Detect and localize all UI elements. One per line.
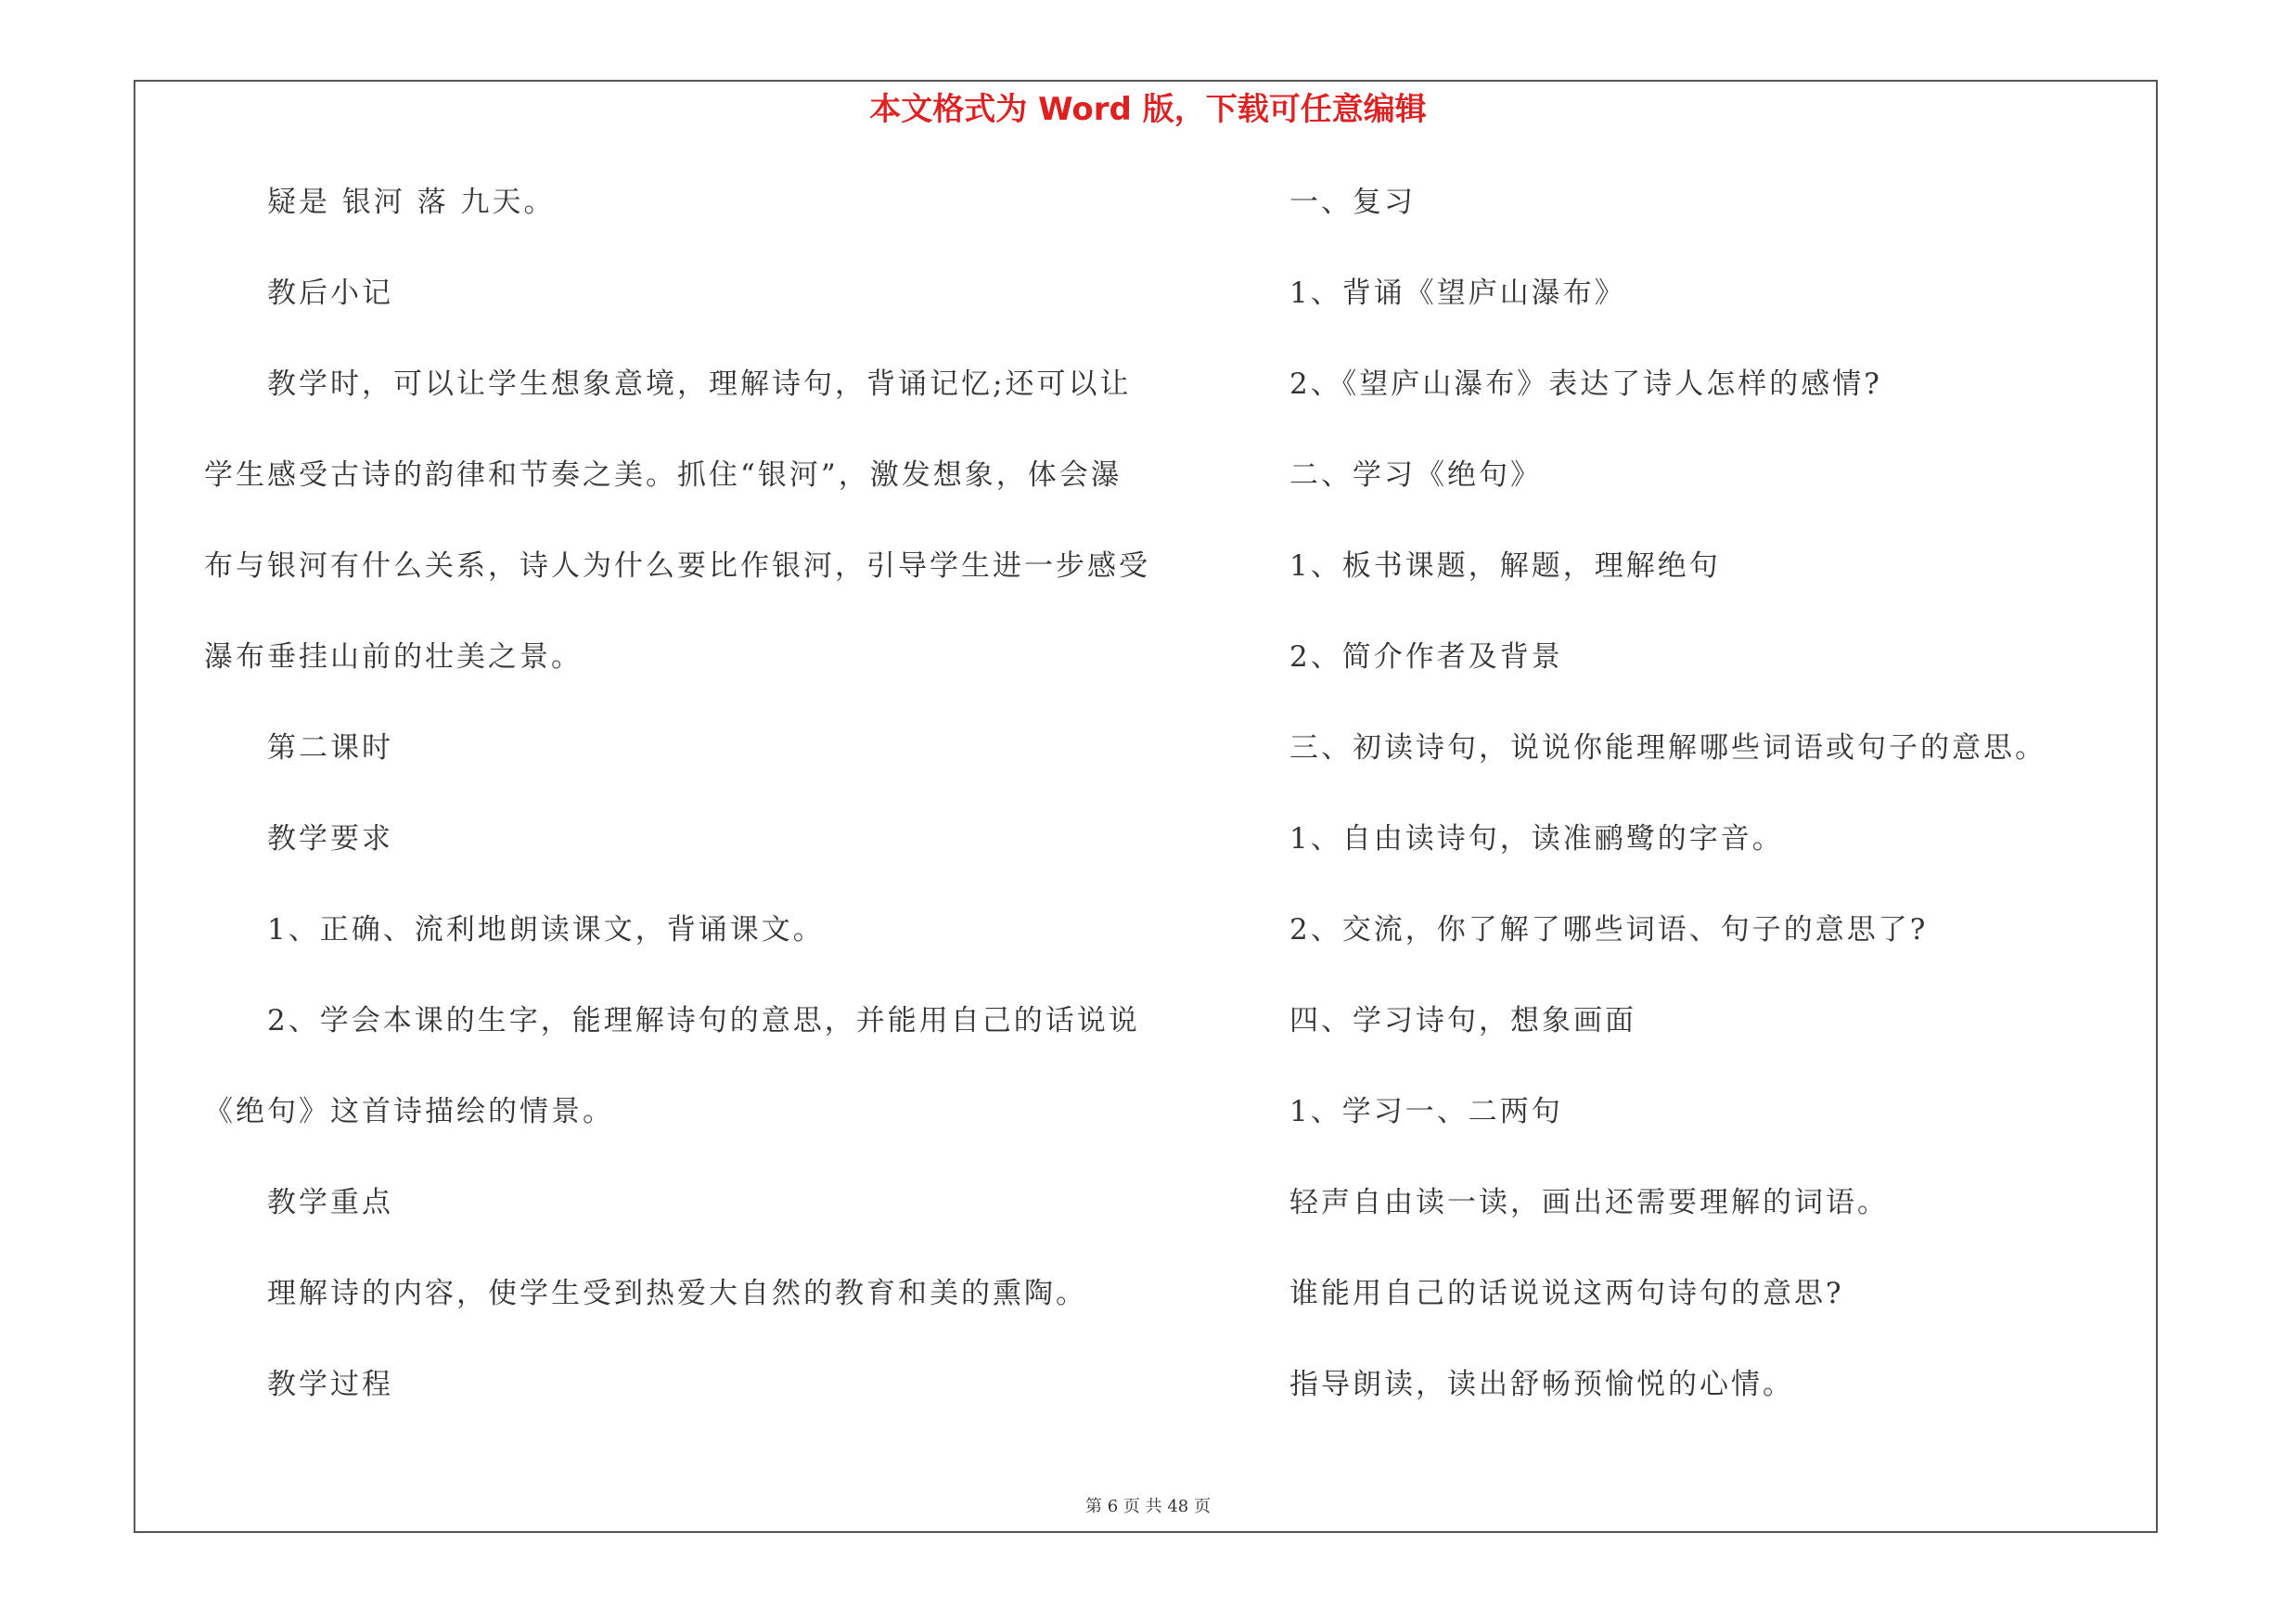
list-item: 1、自由读诗句，读准鹂鹭的字音。 [1289, 822, 1784, 856]
section-heading: 第二课时 [267, 731, 393, 765]
list-item: 2、交流，你了解了哪些词语、句子的意思了? [1289, 913, 1929, 947]
section-heading: 三、初读诗句，说说你能理解哪些词语或句子的意思。 [1289, 731, 2046, 765]
text-line: 疑是 银河 落 九天。 [267, 186, 556, 219]
section-heading: 四、学习诗句，想象画面 [1289, 1004, 1636, 1037]
paragraph-line: 《绝句》这首诗描绘的情景。 [204, 1095, 614, 1128]
paragraph-line: 指导朗读，读出舒畅预愉悦的心情。 [1289, 1368, 1794, 1401]
section-heading: 二、学习《绝句》 [1289, 458, 1542, 492]
list-item: 1、背诵《望庐山瀑布》 [1289, 277, 1626, 310]
paragraph-line: 瀑布垂挂山前的壮美之景。 [204, 640, 583, 674]
list-item: 2、学会本课的生字，能理解诗句的意思，并能用自己的话说说 [267, 1004, 1140, 1037]
paragraph-line: 理解诗的内容，使学生受到热爱大自然的教育和美的熏陶。 [267, 1277, 1087, 1310]
paragraph-line: 谁能用自己的话说说这两句诗句的意思? [1289, 1277, 1844, 1310]
list-item: 2、简介作者及背景 [1289, 640, 1563, 674]
paragraph-line: 布与银河有什么关系，诗人为什么要比作银河，引导学生进一步感受 [204, 549, 1150, 583]
paragraph-line: 轻声自由读一读，画出还需要理解的词语。 [1289, 1186, 1889, 1219]
section-heading: 教学过程 [267, 1368, 393, 1401]
paragraph-line: 教学时，可以让学生想象意境，理解诗句，背诵记忆;还可以让 [267, 367, 1132, 401]
list-item: 1、板书课题，解题，理解绝句 [1289, 549, 1721, 583]
list-item: 1、学习一、二两句 [1289, 1095, 1563, 1128]
section-heading: 教学要求 [267, 822, 393, 856]
word-format-banner: 本文格式为 Word 版，下载可任意编辑 [869, 91, 1427, 128]
list-item: 1、正确、流利地朗读课文，背诵课文。 [267, 913, 825, 947]
paragraph-line: 学生感受古诗的韵律和节奏之美。抓住“银河”，激发想象，体会瀑 [204, 458, 1122, 492]
page-frame [134, 80, 2158, 1533]
section-heading: 教后小记 [267, 277, 393, 310]
page-indicator: 第 6 页 共 48 页 [1085, 1497, 1211, 1516]
section-heading: 教学重点 [267, 1186, 393, 1219]
section-heading: 一、复习 [1289, 186, 1416, 219]
list-item: 2、《望庐山瀑布》表达了诗人怎样的感情? [1289, 367, 1882, 401]
